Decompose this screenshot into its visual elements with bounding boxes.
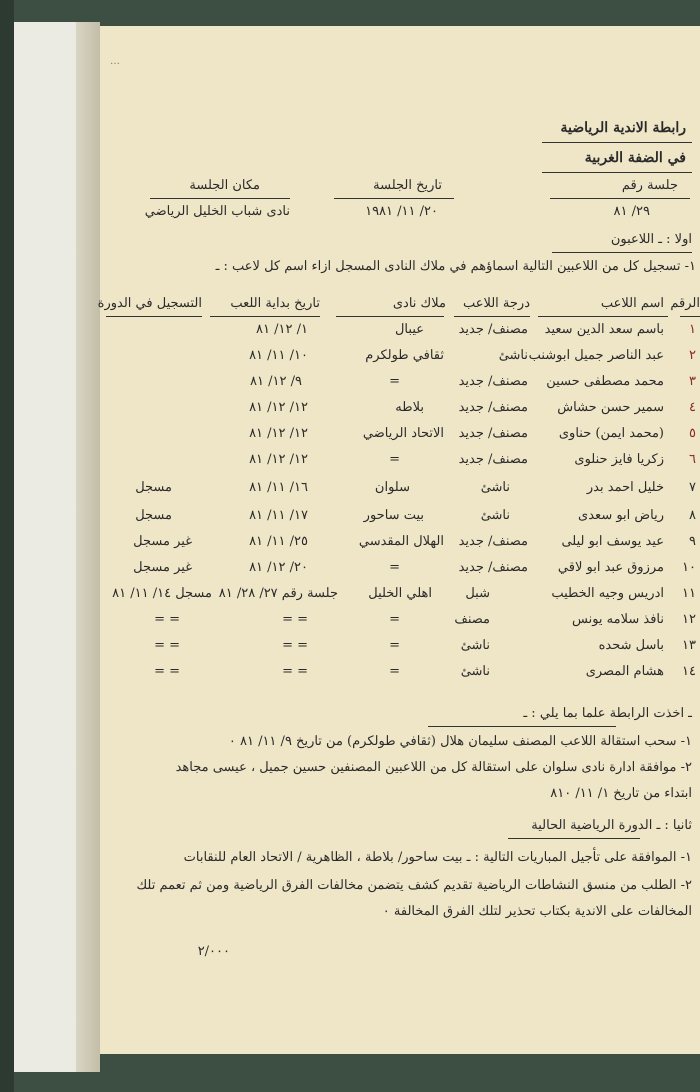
- row-12-club: =: [389, 612, 400, 627]
- row-13-date: = =: [282, 638, 308, 653]
- row-1-grade: مصنف/ جديد: [458, 322, 528, 337]
- row-8-date: ١٧/ ١١/ ٨١: [249, 508, 308, 523]
- row-10-date: ٢٠/ ١٢/ ٨١: [249, 560, 308, 575]
- col-header-registration: التسجيل في الدورة: [97, 296, 202, 311]
- col-header-club: ملاك نادى: [392, 296, 446, 311]
- row-14-grade: ناشئ: [460, 664, 490, 679]
- row-12-reg: = =: [154, 612, 180, 627]
- row-7-reg: مسجل: [135, 480, 172, 495]
- row-10-grade: مصنف/ جديد: [458, 560, 528, 575]
- row-4-club: بلاطه: [395, 400, 424, 415]
- header-underline-club: [336, 316, 444, 317]
- col-header-date: تاريخ بداية اللعب: [230, 296, 320, 311]
- row-1-date: ١/ ١٢/ ٨١: [256, 322, 308, 337]
- header-underline-grade: [454, 316, 530, 317]
- row-6-date: ١٢/ ١٢/ ٨١: [249, 452, 308, 467]
- row-4-date: ١٢/ ١٢/ ٨١: [249, 400, 308, 415]
- row-6-no: ٦: [689, 452, 696, 467]
- row-14-name: هشام المصرى: [585, 664, 664, 679]
- row-13-reg: = =: [154, 638, 180, 653]
- session-date-label: تاريخ الجلسة: [373, 178, 442, 193]
- org-underline-2: [542, 172, 692, 173]
- row-11-name: ادريس وجيه الخطيب: [551, 586, 664, 601]
- row-12-date: = =: [282, 612, 308, 627]
- section-two-item-2: ٢- الطلب من منسق النشاطات الرياضية تقديم كشف يتضمن مخالفات الفرق الرياضية ومن ثم تعمم تلك: [136, 878, 692, 893]
- row-5-name: (محمد ايمن) حناوى: [558, 426, 664, 441]
- section-two-title: ثانيا : ـ الدورة الرياضية الحالية: [531, 818, 692, 833]
- row-7-no: ٧: [689, 480, 696, 495]
- row-14-no: ١٤: [682, 664, 696, 679]
- page-gutter: [76, 22, 100, 1072]
- row-2-name: عبد الناصر جميل ابوشنب: [528, 348, 664, 363]
- row-4-grade: مصنف/ جديد: [458, 400, 528, 415]
- document-page: [97, 26, 700, 1054]
- row-3-grade: مصنف/ جديد: [458, 374, 528, 389]
- session-no-label: جلسة رقم: [621, 178, 678, 193]
- row-3-no: ٣: [689, 374, 696, 389]
- session-place-label: مكان الجلسة: [189, 178, 260, 193]
- row-8-club: بيت ساحور: [363, 508, 424, 523]
- session-no-value: ٢٩/ ٨١: [613, 204, 650, 219]
- row-10-reg: غير مسجل: [133, 560, 192, 575]
- row-11-club: اهلي الخليل: [368, 586, 432, 601]
- row-3-club: =: [389, 374, 400, 389]
- notes-underline: [428, 726, 616, 727]
- section-two-item-1: ١- الموافقة على تأجيل المباريات التالية : ـ بيت ساحور/ بلاطة ، الظاهرية / الاتحاد العام للنقابات: [183, 850, 692, 865]
- row-5-club: الاتحاد الرياضي: [362, 426, 444, 441]
- row-5-date: ١٢/ ١٢/ ٨١: [249, 426, 308, 441]
- row-6-name: زكريا فايز حنلوى: [574, 452, 664, 467]
- row-5-grade: مصنف/ جديد: [458, 426, 528, 441]
- row-11-grade: شبل: [465, 586, 490, 601]
- row-7-date: ١٦/ ١١/ ٨١: [249, 480, 308, 495]
- note-item-1: ١- سحب استقالة اللاعب المصنف سليمان هلال (ثقافي طولكرم) من تاريخ ٩/ ١١/ ٨١ ٠: [228, 734, 692, 749]
- row-13-grade: ناشئ: [460, 638, 490, 653]
- row-12-name: نافذ سلامه يونس: [572, 612, 664, 627]
- row-13-no: ١٣: [682, 638, 696, 653]
- session-date-value: ٢٠/ ١١/ ١٩٨١: [365, 204, 438, 219]
- row-2-no: ٢: [689, 348, 696, 363]
- row-3-name: محمد مصطفى حسين: [546, 374, 664, 389]
- section-one-underline: [552, 252, 692, 253]
- row-14-date: = =: [282, 664, 308, 679]
- header-underline-name: [538, 316, 668, 317]
- row-11-no: ١١: [682, 586, 696, 601]
- row-10-no: ١٠: [682, 560, 696, 575]
- row-9-grade: مصنف/ جديد: [458, 534, 528, 549]
- row-9-name: عيد يوسف ابو ليلى: [561, 534, 664, 549]
- section-one-title: اولا : ـ اللاعبون: [610, 232, 692, 247]
- row-8-grade: ناشئ: [480, 508, 510, 523]
- session-place-value: نادى شباب الخليل الرياضي: [144, 204, 290, 219]
- session-no-underline: [550, 198, 690, 199]
- section-two-underline: [508, 838, 640, 839]
- row-1-no: ١: [689, 322, 696, 337]
- row-2-grade: ناشئ: [498, 348, 528, 363]
- section-two-item-2-continued: المخالفات على الاندية بكتاب تحذير لتلك الفرق المخالفة ٠: [382, 904, 692, 919]
- org-name-line2: في الضفة الغربية: [584, 150, 686, 166]
- row-14-club: =: [389, 664, 400, 679]
- row-13-name: باسل شحده: [598, 638, 664, 653]
- row-7-grade: ناشئ: [480, 480, 510, 495]
- row-10-club: =: [389, 560, 400, 575]
- row-6-club: =: [389, 452, 400, 467]
- row-4-no: ٤: [689, 400, 696, 415]
- col-header-no: الرقم: [670, 296, 700, 311]
- row-13-club: =: [389, 638, 400, 653]
- row-9-reg: غير مسجل: [133, 534, 192, 549]
- row-14-reg: = =: [154, 664, 180, 679]
- row-7-club: سلوان: [374, 480, 410, 495]
- header-underline-date: [210, 316, 320, 317]
- header-underline-no: [680, 316, 700, 317]
- org-name-line1: رابطة الاندية الرياضية: [560, 120, 686, 136]
- row-5-no: ٥: [689, 426, 696, 441]
- row-2-club: ثقافي طولكرم: [365, 348, 444, 363]
- row-8-reg: مسجل: [135, 508, 172, 523]
- row-1-name: باسم سعد الدين سعيد: [544, 322, 664, 337]
- row-12-no: ١٢: [682, 612, 696, 627]
- row-6-grade: مصنف/ جديد: [458, 452, 528, 467]
- page-corner-mark: …: [110, 56, 120, 67]
- row-8-no: ٨: [689, 508, 696, 523]
- spine: [0, 0, 14, 1092]
- row-9-date: ٢٥/ ١١/ ٨١: [249, 534, 308, 549]
- row-8-name: رياض ابو سعدى: [578, 508, 664, 523]
- col-header-grade: درجة اللاعب: [462, 296, 530, 311]
- header-underline-registration: [106, 316, 202, 317]
- row-7-name: خليل احمد بدر: [586, 480, 664, 495]
- row-4-name: سمير حسن حشاش: [557, 400, 664, 415]
- session-place-underline: [150, 198, 290, 199]
- note-item-2-continued: ابتداء من تاريخ ١/ ١١/ ٨١٠: [550, 786, 692, 801]
- page-reference: ٢/٠٠٠: [197, 944, 230, 959]
- row-1-club: عيبال: [394, 322, 424, 337]
- col-header-name: اسم اللاعب: [600, 296, 664, 311]
- row-11-date: جلسة رقم ٢٧/ ٢٨/ ٨١: [218, 586, 338, 601]
- note-item-2: ٢- موافقة ادارة نادى سلوان على استقالة كل من اللاعبين المصنفين حسين جميل ، عيسى مجاهد: [175, 760, 692, 775]
- section-one-intro: ١- تسجيل كل من اللاعبين التالية اسماؤهم في ملاك النادى المسجل ازاء اسم كل لاعب : ـ: [215, 259, 696, 274]
- row-9-club: الهلال المقدسي: [358, 534, 444, 549]
- session-date-underline: [334, 198, 454, 199]
- row-11-reg: مسجل ١٤/ ١١/ ٨١: [112, 586, 212, 601]
- row-2-date: ١٠/ ١١/ ٨١: [249, 348, 308, 363]
- row-9-no: ٩: [689, 534, 696, 549]
- row-3-date: ٩/ ١٢/ ٨١: [250, 374, 302, 389]
- row-12-grade: مصنف: [454, 612, 490, 627]
- row-10-name: مرزوق عبد ابو لاقي: [557, 560, 664, 575]
- org-underline-1: [542, 142, 692, 143]
- notes-title: ـ اخذت الرابطة علما بما يلي : ـ: [523, 706, 692, 721]
